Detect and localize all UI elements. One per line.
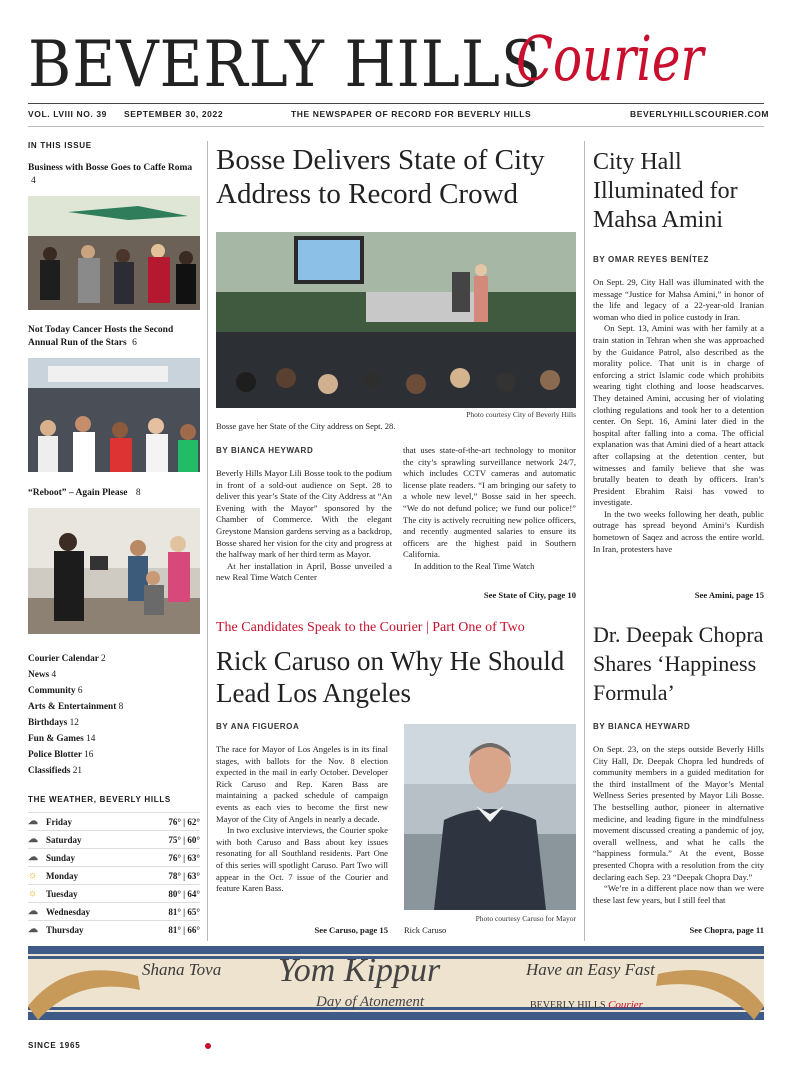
chopra-headline[interactable]: Dr. Deepak Chopra Shares ‘Happiness Formula’ xyxy=(593,622,764,705)
lead-byline: BY BIANCA HEYWARD xyxy=(216,446,314,455)
cloud-icon: ☁ xyxy=(28,834,38,845)
sidebar-photo-run-of-stars[interactable] xyxy=(28,358,200,472)
chopra-body: On Sept. 23, on the steps outside Beverly Hills City Hall, Dr. Deepak Chopra led hundreds of community members in a guided meditation for the third installment of the Mayor’s Mental Wellness Series presented by Mayor Lili Bosse. The bestselling author, pioneer in alternative medicine, and leading figure in the mindfulness movement discussed creating a pandemic of joy, overall wellness, and what he calls the “happiness formula.” At the event, Bosse presented Chopra with a resolution from the city declaring each Sep. 23 “Deepak Chopra Day.” “We’re in a different place now than we were these last few years, but I still feel that xyxy=(593,744,764,905)
masthead-title: BEVERLY HILLS xyxy=(28,28,543,102)
weather-row: ☁ Thursday 81° | 66° xyxy=(28,920,200,938)
masthead-rule xyxy=(28,103,764,104)
sidebar-story-reboot[interactable] xyxy=(28,487,200,500)
volume-number: VOL. LVIII NO. 39 xyxy=(28,109,108,119)
cloud-icon: ☁ xyxy=(28,816,38,827)
index-item[interactable]: Courier Calendar 2 xyxy=(28,654,106,664)
sidebar-photo-caffe-roma[interactable] xyxy=(28,196,200,310)
lead-body-col1: Beverly Hills Mayor Lili Bosse took to the podium in front of a sold-out audience on Sept. 28 to deliver this year’s State of the City Address at “An Evening with the Mayor” sponsored by the Chamber of Commerce. With the elegant Greystone Mansion gardens serving as a backdrop, Bosse shared her vision for the city and progress at the halfway mark of her third term as Mayor. At her installation in April, Bosse unveiled a new Real Time Watch Center xyxy=(216,468,392,583)
sun-icon: ☼ xyxy=(28,888,38,899)
banner-logo: BEVERLY HILLS Courier xyxy=(530,999,643,1011)
caruso-photo[interactable] xyxy=(404,724,576,910)
lead-photo-caption: Bosse gave her State of the City address on Sept. 28. xyxy=(216,421,396,431)
index-item[interactable]: Arts & Entertainment 8 xyxy=(28,702,124,712)
column-divider xyxy=(207,141,208,941)
sidebar-story-page: 4 xyxy=(31,176,36,186)
cloud-icon: ☁ xyxy=(28,906,38,917)
yom-kippur-banner[interactable] xyxy=(28,946,764,1020)
caruso-photo-credit: Photo courtesy Caruso for Mayor xyxy=(475,914,576,923)
index-item[interactable]: Birthdays 12 xyxy=(28,718,79,728)
banner-title: Yom Kippur xyxy=(278,952,441,989)
weather-row: ☁ Friday 76° | 62° xyxy=(28,812,200,830)
sidebar-story-page: 6 xyxy=(132,338,137,348)
footer-dot xyxy=(205,1043,211,1049)
amini-body: On Sept. 29, City Hall was illuminated with the message “Justice for Mahsa Amini,” in honor of the life and legacy of a 22-year-old Iranian woman who died in police custody in Iran. On Sept. 13, Amini was with her family at a train station in Tehran when she was approached by the Guidance Patrol, also described as the morality police. That unit is in charge of enforcing a strict Islamic code which prohibits wearing tight clothing and loose headscarves. They detained Amini, accusing her of violating clothing regulations and took her to a detention center. On Sept. 16, Amini later died in the hospital after falling into a coma. The official explanation was that Amini died of a heart attack after collapsing at the detention center, but witnesses and family believe that she was brutally beaten to death by officers. Iran’s President Ebrahim Raisi has vowed to investigate. In the two weeks following her death, public outrage has spread beyond Amini’s Kurdish hometown of Saqez and across the entire world. In Iran, protesters have xyxy=(593,277,764,554)
banner-subtitle: Day of Atonement xyxy=(316,994,425,1010)
website-link[interactable]: BEVERLYHILLSCOURIER.COM xyxy=(630,109,770,119)
footer-since: SINCE 1965 xyxy=(28,1041,81,1050)
index-item[interactable]: Classifieds 21 xyxy=(28,766,82,776)
sidebar-story-run-of-stars[interactable] xyxy=(28,324,200,350)
lead-jump-link[interactable]: See State of City, page 10 xyxy=(483,590,576,600)
weather-row: ☼ Monday 78° | 63° xyxy=(28,866,200,884)
caruso-kicker: The Candidates Speak to the Courier | Part One of Two xyxy=(216,620,525,635)
caruso-jump-link[interactable]: See Caruso, page 15 xyxy=(314,925,388,935)
infobar-rule xyxy=(28,126,764,127)
sidebar-story-bosse[interactable] xyxy=(28,162,200,188)
weather-row: ☼ Tuesday 80° | 64° xyxy=(28,884,200,902)
cloud-icon: ☁ xyxy=(28,924,38,935)
index-item[interactable]: News 4 xyxy=(28,670,57,680)
cloud-icon: ☁ xyxy=(28,852,38,863)
caruso-photo-caption: Rick Caruso xyxy=(404,925,447,935)
issue-date: SEPTEMBER 30, 2022 xyxy=(124,109,224,119)
caruso-headline[interactable]: Rick Caruso on Why He Should Lead Los Angeles xyxy=(216,646,565,708)
masthead-title-accent: Courier xyxy=(516,22,704,95)
column-divider xyxy=(584,141,585,941)
sidebar-story-page: 8 xyxy=(135,488,141,498)
sun-icon: ☼ xyxy=(28,870,38,881)
weather-row: ☁ Sunday 76° | 63° xyxy=(28,848,200,866)
sidebar-story-title: “Reboot” – Again Please xyxy=(28,488,128,498)
weather-table xyxy=(28,812,200,938)
chopra-jump-link[interactable]: See Chopra, page 11 xyxy=(689,925,764,935)
lead-photo-credit: Photo courtesy City of Beverly Hills xyxy=(466,410,576,419)
amini-jump-link[interactable]: See Amini, page 15 xyxy=(694,590,764,600)
weather-row: ☁ Saturday 75° | 60° xyxy=(28,830,200,848)
sidebar-photo-reboot[interactable] xyxy=(28,508,200,634)
tagline: THE NEWSPAPER OF RECORD FOR BEVERLY HILLS xyxy=(291,109,532,119)
weather-heading: THE WEATHER, BEVERLY HILLS xyxy=(28,795,171,804)
index-item[interactable]: Community 6 xyxy=(28,686,83,696)
lead-photo[interactable] xyxy=(216,232,576,408)
caruso-byline: BY ANA FIGUEROA xyxy=(216,722,300,731)
index-item[interactable]: Police Blotter 16 xyxy=(28,750,94,760)
lead-headline[interactable]: Bosse Delivers State of City Address to Record Crowd xyxy=(216,144,545,210)
caruso-body: The race for Mayor of Los Angeles is in its final stages, with ballots for the Nov. 8 election expected in the mail in early October. Developer Rick Caruso and Rep. Karen Bass are maintaining a packed schedule of campaign events as each vies to become the first new Mayor of the City of Angels in nearly a decade. In two exclusive interviews, the Courier spoke with both Caruso and Bass about key issues resonating for all Southland residents. Part One of this series will spotlight Caruso. Part Two will appear in the Oct. 7 issue of the Courier and feature Karen Bass. xyxy=(216,744,388,894)
weather-row: ☁ Wednesday 81° | 65° xyxy=(28,902,200,920)
banner-greeting: Shana Tova xyxy=(142,960,222,979)
lead-body-col2: that uses state-of-the-art technology to monitor the city’s sprawling surveillance network 24/7, which includes CCTV cameras and automatic license plate readers. “I am bringing our safety to a whole new level,” Bosse said in her speech. “We do not defund police; we fund our police!” The city is actively recruiting new police officers, and recently augmented salaries to ensure its officers are the highest paid in Southern California. In addition to the Real Time Watch xyxy=(403,445,576,571)
amini-headline[interactable]: City Hall Illuminated for Mahsa Amini xyxy=(593,149,738,233)
sidebar-story-title: Not Today Cancer Hosts the Second Annual Run of the Stars xyxy=(28,325,174,348)
amini-byline: BY OMAR REYES BENÍTEZ xyxy=(593,255,710,264)
sidebar-story-title: Business with Bosse Goes to Caffe Roma xyxy=(28,163,193,173)
index-list xyxy=(28,651,200,779)
index-item[interactable]: Fun & Games 14 xyxy=(28,734,96,744)
chopra-byline: BY BIANCA HEYWARD xyxy=(593,722,691,731)
banner-wish: Have an Easy Fast xyxy=(526,960,655,979)
in-this-issue-heading: IN THIS ISSUE xyxy=(28,141,92,150)
